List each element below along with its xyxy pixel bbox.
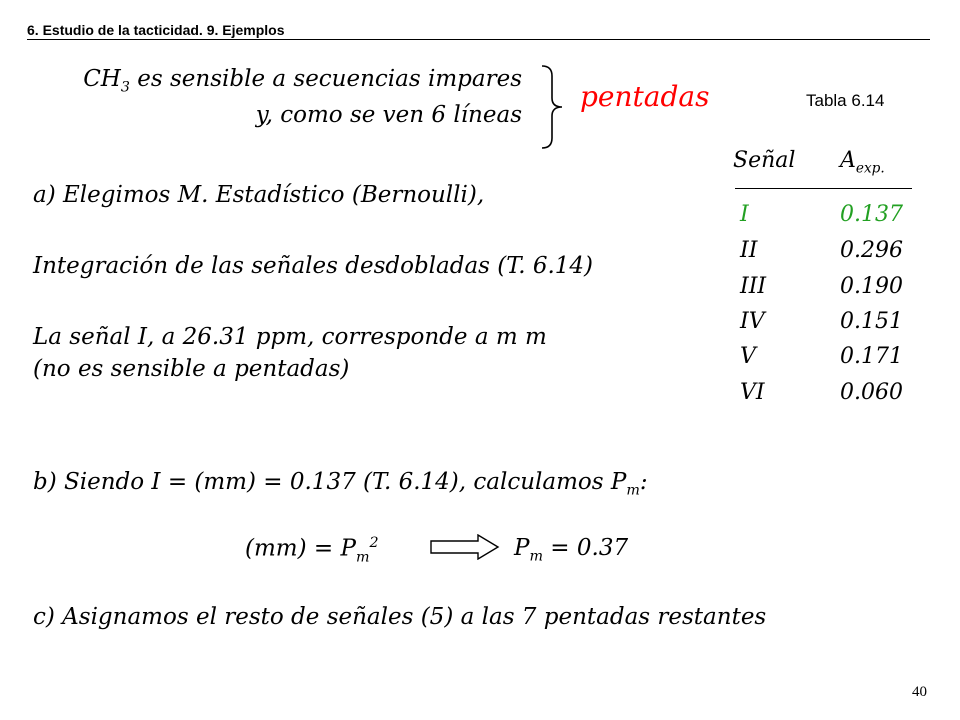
value-cell: 0.171	[840, 344, 903, 369]
a-subscript: exp.	[855, 160, 885, 177]
table-row	[740, 380, 915, 414]
intro-line-2: y, como se ven 6 líneas	[255, 102, 522, 128]
header-divider	[27, 39, 930, 40]
equation-right-p: P	[514, 535, 530, 561]
page-number: 40	[912, 684, 927, 700]
section-c-line: c) Asignamos el resto de señales (5) a las 7 pentadas restantes	[33, 604, 767, 630]
column-header-signal: Señal	[733, 148, 796, 173]
implies-arrow-icon	[430, 534, 500, 560]
section-b-line	[33, 469, 648, 499]
section-a-line-2: Integración de las señales desdobladas (T. 6.14)	[33, 253, 594, 279]
section-a-line-1: a) Elegimos M. Estadístico (Bernoulli),	[33, 182, 485, 208]
table-row	[740, 202, 915, 236]
value-cell: 0.296	[840, 238, 903, 263]
table-row	[740, 309, 915, 343]
right-brace-icon	[538, 64, 568, 150]
value-cell: 0.060	[840, 380, 903, 405]
pentadas-label: pentadas	[580, 80, 710, 113]
section-b-colon: :	[639, 469, 648, 495]
table-header-rule	[735, 188, 912, 189]
slide-header: 6. Estudio de la tacticidad. 9. Ejemplos	[27, 22, 285, 38]
value-cell: 0.190	[840, 274, 903, 299]
signal-cell: II	[740, 238, 758, 263]
section-b-text: b) Siendo I = (mm) = 0.137 (T. 6.14), calculamos P	[33, 469, 627, 495]
equation-left-text: (mm) = P	[245, 535, 356, 562]
equation-right-value: = 0.37	[543, 535, 629, 561]
section-a-line-4: (no es sensible a pentadas)	[33, 356, 350, 382]
equation-left	[245, 535, 379, 565]
pm-subscript: m	[626, 482, 640, 499]
ch-subscript: 3	[120, 79, 130, 96]
table-row	[740, 238, 915, 272]
signal-cell: V	[740, 344, 756, 369]
equation-left-superscript: 2	[369, 535, 379, 551]
signal-cell: I	[740, 202, 749, 227]
column-header-a-exp	[840, 148, 885, 176]
value-cell: 0.137	[840, 202, 903, 227]
table-row	[740, 274, 915, 308]
table-row	[740, 344, 915, 378]
intro-line-1-text: es sensible a secuencias impares	[129, 66, 522, 92]
signal-cell: VI	[740, 380, 765, 405]
equation-right-subscript: m	[529, 548, 543, 565]
equation-left-subscript: m	[355, 549, 370, 566]
a-label: A	[840, 148, 856, 173]
equation-right	[514, 535, 628, 565]
table-caption: Tabla 6.14	[806, 91, 885, 110]
signal-cell: III	[740, 274, 767, 299]
section-a-line-3: La señal I, a 26.31 ppm, corresponde a m m	[33, 324, 547, 350]
ch-label: CH	[83, 66, 121, 92]
value-cell: 0.151	[840, 309, 903, 334]
signal-cell: IV	[740, 309, 765, 334]
intro-line-1	[83, 66, 522, 96]
